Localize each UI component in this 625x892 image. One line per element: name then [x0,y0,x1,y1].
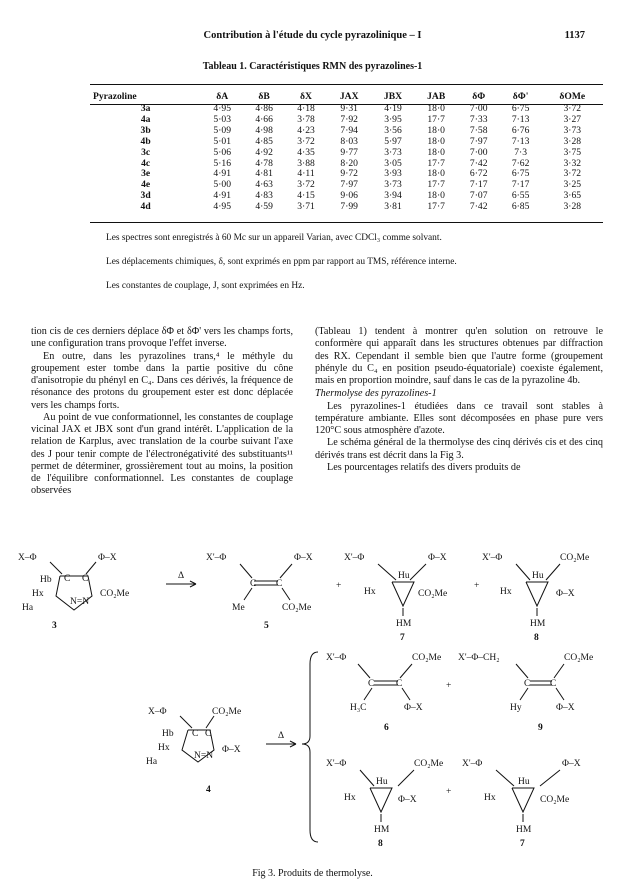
pyrazoline-id-cell: 4e [141,179,151,191]
substituent-label: Φ–X [222,745,241,755]
substituent-label: CO₂Me [282,603,312,613]
substituent-label: X'–Φ–CH₂ [458,653,500,663]
atom-label: Hx [364,587,376,597]
table-bottom-rule [90,222,603,223]
table-cell: 3·72 [297,179,315,191]
table-cell: 4·19 [384,103,402,114]
table-cell: 3·93 [384,168,402,180]
table-cell: 3·25 [563,179,582,191]
paragraph: tion cis de ces derniers déplace δΦ et δΦ' vers les champs forts, une configuration trans provoque l'effet inverse. [31,326,293,350]
table-cell: 5·06 [213,146,231,158]
atom-label: Hb [162,729,174,739]
table-cell: 17·7 [427,201,445,213]
atom-label: HM [530,619,546,629]
compound-number: 7 [400,633,405,643]
atom-label: C [192,729,199,739]
atom-label: C [368,679,375,689]
cyclopropane-ring [526,582,548,606]
nmr-table [90,88,603,213]
atom-label: C [524,679,531,689]
column-header: δX [300,90,312,102]
table-cell: 4·85 [255,135,273,147]
table-cell: 7·17 [469,179,488,191]
table-cell: 5·97 [384,135,402,147]
table-cell: 7·33 [469,113,488,125]
table-cell: 3·73 [563,124,582,136]
thermolysis-scheme [0,548,625,858]
cyclopropane-ring [512,788,534,812]
table-cell: 6·75 [511,103,530,114]
table-cell: 3·73 [384,179,402,191]
table-cell: 7·3 [514,146,527,158]
table-cell: 7·97 [340,179,358,191]
table-cell: 6·85 [511,201,530,213]
running-head [0,30,625,44]
structure-7 [344,553,447,643]
structure-3 [18,553,129,631]
structure-9 [458,653,593,733]
table-cell: 18·0 [427,146,445,158]
table-cell: 7·99 [340,201,358,213]
table-cell: 7·00 [469,103,488,114]
table-cell: 3·65 [563,190,582,202]
atom-label: C [276,579,283,589]
substituent-label: X'–Φ [344,553,365,563]
atom-label: Hx [158,743,170,753]
pyrazoline-id-cell: 4c [141,157,151,169]
table-cell: 9·72 [340,168,358,180]
table-cell: 3·56 [384,124,402,136]
atom-label: C [396,679,403,689]
table-row [90,148,603,159]
table-top-rule [90,84,603,85]
table-cell: 18·0 [427,103,445,114]
table-cell: 4·92 [255,146,273,158]
bond [86,562,96,574]
delta-label: Δ [178,571,185,581]
cyclopropane-ring [392,582,414,606]
substituent-label: Φ–X [294,553,313,563]
table-cell: 7·97 [469,135,488,147]
table-cell: 7·42 [469,201,488,213]
substituent-label: CO₂Me [100,589,130,599]
atom-label: N=N [70,597,90,607]
table-cell: 3·28 [563,201,582,213]
table-cell: 5·09 [213,124,231,136]
atom-label: N=N [194,751,214,761]
table-cell: 4·35 [297,146,315,158]
substituent-label: Φ–X [428,553,447,563]
compound-number: 4 [206,785,211,795]
table-cell: 5·16 [213,157,231,169]
right-text-column [315,326,603,474]
column-header: JBX [383,90,403,102]
pyrazoline-id-cell: 4d [140,201,151,213]
table-cell: 4·81 [255,168,273,180]
table-cell: 17·7 [427,157,445,169]
atom-label: HM [396,619,412,629]
table-cell: 3·95 [384,113,402,125]
column-header: δΦ' [512,90,529,102]
atom-label: Hy [510,703,522,713]
substituent-label: Φ–X [556,589,575,599]
column-header: JAX [339,90,359,102]
table-cell: 4·78 [255,157,273,169]
compound-number: 8 [534,633,539,643]
table-cell: 4·18 [297,103,315,114]
atom-label: C [82,574,89,584]
table-cell: 18·0 [427,168,445,180]
atom-label: Hx [484,793,496,803]
paragraph: Les pourcentages relatifs des divers produits de [327,461,521,473]
table-cell: 3·81 [384,201,402,213]
substituent-label: CO₂Me [540,795,570,805]
substituent-label: X–Φ [148,707,167,717]
table-cell: 4·86 [255,103,273,114]
cyclopropane-ring [370,788,392,812]
table-cell: 6·76 [511,124,530,136]
table-cell: 3·75 [563,146,582,158]
table-cell: 4·95 [213,103,231,114]
table-row [90,202,603,213]
table-cell: 4·83 [255,190,273,202]
table-cell: 3·05 [384,157,402,169]
column-header: δOMe [559,90,586,102]
delta-label: Δ [278,731,285,741]
table-caption: Tableau 1. Caractéristiques RMN des pyrazolines-1 [202,61,423,72]
column-header: δA [216,90,229,102]
compound-number: 7 [520,839,525,849]
substituent-label: X'–Φ [482,553,503,563]
pyrazoline-id-cell: 4a [140,113,151,125]
table-cell: 3·27 [563,113,582,125]
table-cell: 9·31 [340,103,358,114]
paragraph: (Tableau 1) tendent à montrer qu'en solution on retrouve le conformère qui apparaît dans les structures obtenues par diffraction des RX. Cependant il semble bien que l'autre forme (groupement phényle du C₄ en position pseudo-équatoriale) coexiste également, mais en proportion moindre, sauf dans le cas de la pyrazoline 4b. [315,326,603,386]
atom-label: C [205,729,212,739]
substituent-label: Φ–X [556,703,575,713]
paragraph: En outre, dans les pyrazolines trans,⁴ le méthyle du groupement ester tombe dans la partie positive du cône d'anisotropie du phényl en C₄. Dans ces dérivés, la fréquence de résonance des protons du groupement ester est donc déplacée vers les champs forts. [31,350,293,411]
atom-label: C [250,579,257,589]
product-bracket [302,652,318,842]
table-cell: 4·15 [297,190,315,202]
plus-sign: + [336,581,342,591]
bond [50,562,62,574]
table-cell: 18·0 [427,124,445,136]
column-header: δB [258,90,270,102]
running-head-title: Contribution à l'étude du cycle pyrazolinique – I [203,30,422,41]
table-cell: 3·72 [563,103,582,114]
table-cell: 3·71 [297,201,315,213]
structure-6 [326,653,441,733]
atom-label: Hu [518,777,530,787]
table-cell: 17·7 [427,179,445,191]
table-cell: 3·88 [297,157,315,169]
atom-label: HM [374,825,390,835]
table-cell: 4·63 [255,179,273,191]
table-header-row [90,88,603,104]
table-body [90,104,603,213]
atom-label: Hb [40,575,52,585]
compound-number: 6 [384,723,389,733]
atom-label: C [550,679,557,689]
substituent-label: CO₂Me [564,653,594,663]
atom-label: Hx [344,793,356,803]
page-number: 1137 [564,30,585,41]
table-cell: 4·59 [255,201,273,213]
table-cell: 8·20 [340,157,358,169]
table-cell: 3·72 [297,135,315,147]
table-cell: 7·17 [511,179,530,191]
reaction-arrow [166,571,196,587]
table-footnote: Les déplacements chimiques, δ, sont exprimés en ppm par rapport au TMS, référence interne. [106,257,457,267]
compound-number: 8 [378,839,383,849]
pyrazoline-id-cell: 3e [141,168,151,180]
table-cell: 7·58 [469,124,488,136]
table-cell: 17·7 [427,113,445,125]
table-footnote: Les constantes de couplage, J, sont exprimées en Hz. [106,281,305,291]
paragraph: Les pyrazolines-1 étudiées dans ce travail sont stables à température ambiante. Elles sont décomposées en phase pure vers 120°C sous atmosphère d'azote. [315,400,603,436]
compound-number: 9 [538,723,543,733]
table-cell: 5·00 [213,179,231,191]
substituent-label: CO₂Me [212,707,242,717]
reaction-arrow [266,731,296,747]
table-row [90,137,603,148]
pyrazoline-id-cell: 4b [140,135,151,147]
table-cell: 3·94 [384,190,402,202]
substituent-label: X'–Φ [326,653,347,663]
table-cell: 6·75 [511,168,530,180]
pyrazoline-id-cell: 3d [140,190,151,202]
substituent-label: X'–Φ [206,553,227,563]
table-footnote: Les spectres sont enregistrés à 60 Mc sur un appareil Varian, avec CDCl₃ comme solvant. [106,233,442,243]
table-cell: 7·94 [340,124,358,136]
atom-label: HM [516,825,532,835]
figure-caption: Fig 3. Produits de thermolyse. [252,868,373,879]
atom-label: Hu [398,571,410,581]
table-cell: 4·66 [255,113,273,125]
table-cell: 18·0 [427,135,445,147]
table-cell: 7·13 [511,113,530,125]
paragraph: Au point de vue conformationnel, les constantes de couplage vicinal JAX et JBX sont d'un grand intérêt. L'application de la relation de Karplus, avec translation de la courbe suivant l'axe des J pour tenir compte de l'électronégativité des substituants¹¹ permet de déterminer, grossièrement tout au moins, la position de l'équilibre conformationnel. Les constantes de couplage observées [31,411,293,497]
compound-number: 3 [52,621,57,631]
table-cell: 4·91 [213,190,231,202]
substituent-label: X'–Φ [462,759,483,769]
paragraph: Le schéma général de la thermolyse des cinq dérivés cis et des cinq dérivés trans est décrit dans la Fig 3. [315,437,603,461]
table-cell: 7·42 [469,157,488,169]
table-cell: 3·72 [563,168,582,180]
table-cell: 7·62 [511,157,530,169]
atom-label: Hx [32,589,44,599]
compound-number: 5 [264,621,269,631]
atom-label: Ha [146,757,158,767]
table-cell: 6·55 [511,190,530,202]
table-cell: 4·23 [297,124,315,136]
left-text-column [31,326,293,498]
substituent-label: H₃C [350,703,367,713]
table-cell: 5·03 [213,113,231,125]
substituent-label: Me [232,603,245,613]
table-cell: 5·01 [213,135,231,147]
structure-8 [482,553,589,643]
table-cell: 7·92 [340,113,358,125]
substituent-label: Φ–X [562,759,581,769]
structure-7 [462,759,581,849]
table-cell: 9·06 [340,190,358,202]
substituent-label: X'–Φ [326,759,347,769]
plus-sign: + [446,787,452,797]
table-cell: 7·00 [469,146,488,158]
pyrazoline-id-cell: 3b [140,124,151,136]
substituent-label: CO₂Me [414,759,444,769]
atom-label: Hu [376,777,388,787]
table-cell: 9·77 [340,146,358,158]
substituent-label: Φ–X [404,703,423,713]
column-header-pyrazoline: Pyrazoline [93,90,137,102]
table-cell: 4·98 [255,124,273,136]
table-cell: 3·73 [384,146,402,158]
table-cell: 7·13 [511,135,530,147]
table-cell: 3·32 [563,157,582,169]
table-cell: 18·0 [427,190,445,202]
table-cell: 4·91 [213,168,231,180]
substituent-label: CO₂Me [418,589,448,599]
substituent-label: CO₂Me [412,653,442,663]
table-cell: 8·03 [340,135,358,147]
substituent-label: X–Φ [18,553,37,563]
atom-label: C [64,574,71,584]
plus-sign: + [474,581,480,591]
section-heading: Thermolyse des pyrazolines-1 [315,388,437,400]
pyrazoline-id-cell: 3a [140,103,151,114]
table-cell: 7·07 [469,190,488,202]
table-cell: 4·95 [213,201,231,213]
plus-sign: + [446,681,452,691]
substituent-label: CO₂Me [560,553,590,563]
substituent-label: Φ–X [398,795,417,805]
atom-label: Ha [22,603,34,613]
atom-label: Hu [532,571,544,581]
column-header: JAB [427,90,446,102]
column-header: δΦ [472,90,486,102]
atom-label: Hx [500,587,512,597]
substituent-label: Φ–X [98,553,117,563]
structure-5 [206,553,313,631]
table-cell: 6·72 [469,168,488,180]
table-cell: 3·28 [563,135,582,147]
structure-4 [146,707,241,795]
table-cell: 4·11 [297,168,315,180]
pyrazoline-id-cell: 3c [141,146,151,158]
table-cell: 3·78 [297,113,315,125]
structure-8 [326,759,443,849]
